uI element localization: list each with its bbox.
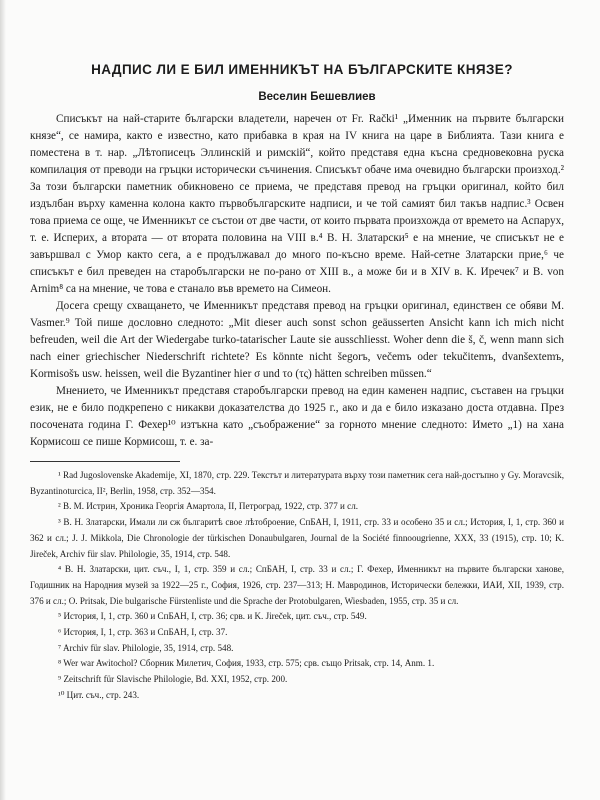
footnote: ⁶ История, I, 1, стр. 363 и СпБАН, I, стр. 37. — [58, 627, 228, 638]
footnote: ⁹ Zeitschrift für Slavische Philologie, Bd. XXI, 1952, стр. 200. — [58, 674, 288, 685]
footnote: ¹ Rad Jugoslovenske Akademije, XI, 1870, стр. 229. Текстът и литературата върху този паметник сега най-достъпно у Gy. Moravcsik, Byzantinoturcica, II², Berlin, 1958, стр. 352—354. — [30, 470, 564, 496]
footnote: ³ В. Н. Златарски, Имали ли сж българитѣ свое лѣтоброение, СпБАН, I, 1911, стр. 33 и особено 35 и сл.; История, I, 1, стр. 360 и 362 и сл.; J. J. Mikkola, Die Chronologie der türkischen Donaubulgaren, Journal de la Société finnoougrienne, XXX, 33 (1915), стр. 10; K. Jireček, Archiv für slav. Philologie, 35, 1914, стр. 548. — [30, 517, 564, 559]
footnote: ⁴ В. Н. Златарски, цит. съч., I, 1, стр. 359 и сл.; СпБАН, I, стр. 33 и сл.; Г. Фехер, Именникът на първите български ханове, Годишник на Народния музей за 1922—25 г., София, 1926, стр. 237—313; Н. Мавродинов, Исторически бележки, ИАИ, XII, 1939, стр. 376 и сл.; O. Pritsak, Die bulgarische Fürstenliste und die Sprache der Protobulgaren, Wiesbaden, 1955, стр. 35 и сл. — [30, 564, 564, 606]
body-paragraph: Списъкът на най-старите български владетели, наречен от Fr. Rački¹ „Именник на първите български князе“, се намира, както е известно, като прибавка в края на IV книга на царе в Библията. Тази книга е поместена в т. нар. „Лѣтописецъ Эллинскій и римскій“, който представя една късна средновековна руска компилация от преводи на гръцки исторически съчинения. Списъкът обаче има очевидно български произход.² За този български паметник обикновено се приема, че представя превод на гръцки оригинал, който бил издълбан върху каменна колона както първобългарските надписи, и че той самият бил такъв надпис.³ Освен това приема се още, че Именникът се състои от две части, от които първата произхожда от времето на Аспарух, т. е. Исперих, а втората — от втората половина на VIII в.⁴ В. Н. Златарски⁵ е на мнение, че списъкът не е завършвал с Умор както сега, а е продължавал до много по-късно време. Най-сетне Златарски приe,⁶ че списъкът е бил преведен на старобългарски не по-рано от XIII в., а може би и в XIV в. К. Иречек⁷ и B. von Arnim⁸ са на мнение, че това е станало във времето на Симеон. — [30, 113, 564, 295]
article-title: НАДПИС ЛИ Е БИЛ ИМЕННИКЪТ НА БЪЛГАРСКИТЕ КНЯЗЕ? — [91, 62, 513, 77]
footnote: ² В. М. Истрин, Хроника Георгія Амартола, II, Петроград, 1922, стр. 377 и сл. — [58, 501, 358, 512]
body-paragraph: Мнението, че Именникът представя старобългарски превод на един каменен надпис, съставен на гръцки език, не е било подкрепено с никакви доказателства до 1925 г., ако и да е било изказано доста отдавна. През посочената година Г. Фехер¹⁰ изтъкна като „съображение“ за горното мнение следното: Името „1) на хана Кормисош се пише Кормисош, т. е. за- — [30, 385, 564, 448]
scan-edge-shadow — [0, 0, 6, 800]
footnote: ⁸ Wer war Awitochol? Сборник Милетич, София, 1933, стр. 575; срв. също Pritsak, стр. 14, Anm. 1. — [58, 658, 435, 669]
article-body — [30, 111, 564, 451]
body-paragraph: Досега срещу схващането, че Именникът представя превод на гръцки оригинал, единствен се обяви M. Vasmer.⁹ Той пише дословно следното: „Mit dieser auch sonst schon geäusserten Ansicht kann ich mich nicht befreuden, weil die Art der Wiedergabe turko-tatarischer Laute sie ausschliesst. Woher denn die š, č, wenn mann sich nach einer griechischer Niederschrift richtete? Es könnte nicht šegorъ, večemъ oder tekučitemъ, dvanšextemъ, Kormisošъ usw. heissen, weil die Byzantiner hier σ und το (τς) hätten schreiben müssen.“ — [30, 300, 564, 380]
footnote: ⁵ История, I, 1, стр. 360 и СпБАН, I, стр. 36; срв. и K. Jireček, цит. съч., стр. 549. — [58, 611, 367, 622]
footnote: ⁷ Archiv für slav. Philologie, 35, 1914, стр. 548. — [58, 642, 234, 653]
footnotes — [30, 468, 564, 704]
footnote: ¹⁰ Цит. съч., стр. 243. — [58, 689, 140, 700]
article-author: Веселин Бешевлиев — [258, 91, 376, 103]
footnote-separator — [30, 461, 180, 462]
